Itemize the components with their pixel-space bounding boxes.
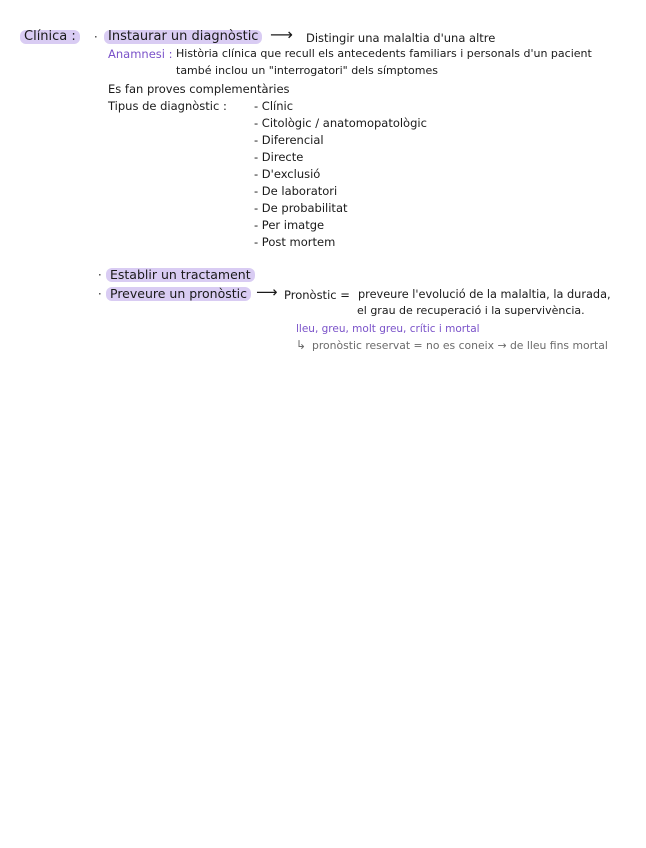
list-item: - Post mortem (254, 235, 336, 249)
list-item: - De laboratori (254, 184, 338, 198)
arrow-icon: ⟶ (270, 25, 293, 44)
pronostic-reservat: pronòstic reservat = no es coneix → de lleu fins mortal (312, 339, 608, 352)
list-item: - Diferencial (254, 133, 324, 147)
proves-text: Es fan proves complementàries (108, 82, 290, 96)
pronostic-definition-line2: el grau de recuperació i la supervivència. (357, 304, 585, 317)
section-heading-tractament: Establir un tractament (106, 268, 255, 282)
page-title: Clínica : (20, 30, 80, 44)
corner-arrow-icon: ↳ (296, 338, 307, 352)
tipus-label: Tipus de diagnòstic : (108, 99, 227, 113)
section-heading-pronostic: Preveure un pronòstic (106, 287, 251, 301)
list-item: - Per imatge (254, 218, 325, 232)
list-item: - Directe (254, 150, 304, 164)
section-heading-diagnostic: Instaurar un diagnòstic (104, 30, 262, 44)
pronostic-levels: lleu, greu, molt greu, crític i mortal (296, 323, 480, 335)
pronostic-label: Pronòstic = (284, 288, 350, 302)
pronostic-definition-line1: preveure l'evolució de la malaltia, la durada, (358, 288, 611, 301)
arrow-icon: ⟶ (256, 283, 278, 301)
list-item: - Citològic / anatomopatològic (254, 116, 427, 130)
bullet: · (98, 287, 102, 301)
anamnesi-label: Anamnesi : (108, 47, 173, 61)
bullet: · (94, 30, 98, 44)
list-item: - D'exclusió (254, 167, 321, 181)
anamnesi-text-line2: també inclou un "interrogatori" dels símptomes (176, 64, 438, 77)
bullet: · (98, 268, 102, 282)
diagnostic-definition: Distingir una malaltia d'una altre (306, 31, 496, 45)
list-item: - Clínic (254, 99, 294, 113)
anamnesi-text-line1: Història clínica que recull els antecedents familiars i personals d'un pacient (176, 47, 592, 60)
list-item: - De probabilitat (254, 201, 348, 215)
